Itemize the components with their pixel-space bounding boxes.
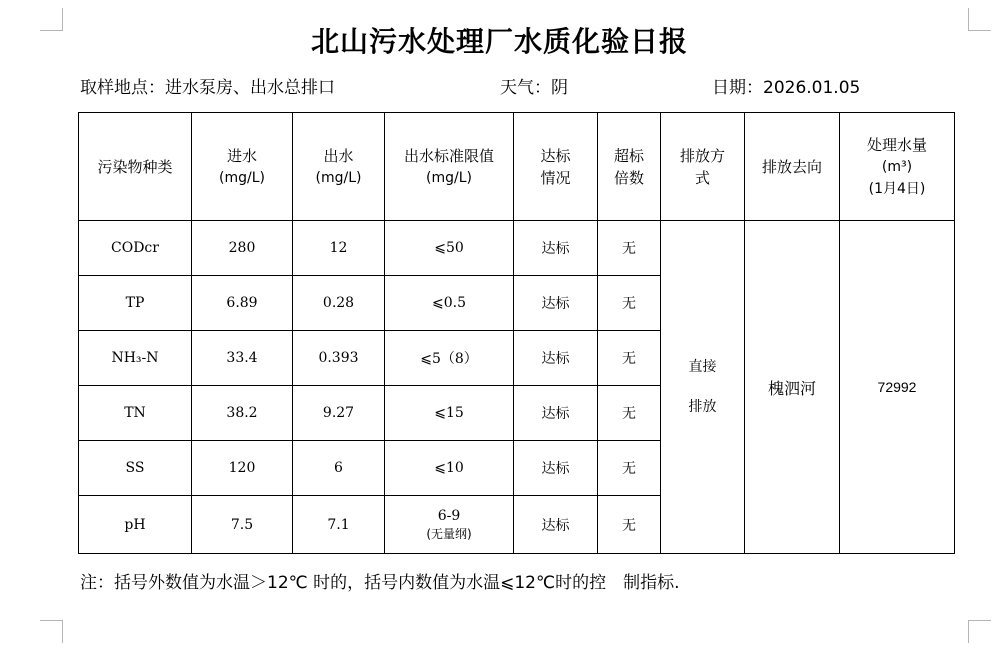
header-limit: 出水标准限值 (mg/L): [385, 113, 514, 221]
compliance-status: 达标: [514, 386, 598, 441]
header-influent: 进水 (mg/L): [192, 113, 293, 221]
limit-value: ⩽5（8）: [385, 331, 514, 386]
pollutant-name: pH: [79, 496, 192, 554]
exceed-multiple: 无: [598, 221, 661, 276]
header-compliance: 达标 情况: [514, 113, 598, 221]
discharge-direction: 槐泗河: [745, 221, 840, 554]
corner-mark-bottom-right: [968, 620, 991, 643]
effluent-value: 0.393: [293, 331, 385, 386]
influent-value: 6.89: [192, 276, 293, 331]
corner-mark-bottom-left: [40, 620, 63, 643]
report-date: 日期：2026.01.05: [712, 78, 861, 98]
exceed-multiple: 无: [598, 496, 661, 554]
effluent-value: 7.1: [293, 496, 385, 554]
exceed-multiple: 无: [598, 276, 661, 331]
compliance-status: 达标: [514, 276, 598, 331]
pollutant-name: TN: [79, 386, 192, 441]
effluent-value: 0.28: [293, 276, 385, 331]
pollutant-name: NH₃-N: [79, 331, 192, 386]
limit-value: 6-9 (无量纲): [385, 496, 514, 554]
header-direction: 排放去向: [745, 113, 840, 221]
sampling-location: 取样地点：进水泵房、出水总排口: [80, 78, 335, 98]
header-discharge-mode: 排放方 式: [661, 113, 745, 221]
water-quality-table: [78, 112, 955, 554]
influent-value: 33.4: [192, 331, 293, 386]
report-title: 北山污水处理厂水质化验日报: [310, 25, 688, 58]
header-pollutant: 污染物种类: [79, 113, 192, 221]
treated-volume: 72992: [840, 221, 955, 554]
exceed-multiple: 无: [598, 386, 661, 441]
header-exceed: 超标 倍数: [598, 113, 661, 221]
limit-value: ⩽0.5: [385, 276, 514, 331]
table-row: [79, 221, 955, 276]
report-info-line: [80, 73, 960, 99]
pollutant-name: CODcr: [79, 221, 192, 276]
footnote: 注：括号外数值为水温＞12℃ 时的，括号内数值为水温⩽12℃时的控 制指标.: [80, 573, 680, 593]
pollutant-name: TP: [79, 276, 192, 331]
compliance-status: 达标: [514, 221, 598, 276]
influent-value: 38.2: [192, 386, 293, 441]
header-effluent: 出水 (mg/L): [293, 113, 385, 221]
influent-value: 280: [192, 221, 293, 276]
effluent-value: 9.27: [293, 386, 385, 441]
influent-value: 120: [192, 441, 293, 496]
table-header-row: [79, 113, 955, 221]
effluent-value: 6: [293, 441, 385, 496]
discharge-mode: 直接 排放: [661, 221, 745, 554]
compliance-status: 达标: [514, 496, 598, 554]
weather: 天气：阴: [500, 78, 568, 98]
compliance-status: 达标: [514, 331, 598, 386]
limit-value: ⩽50: [385, 221, 514, 276]
limit-value: ⩽15: [385, 386, 514, 441]
compliance-status: 达标: [514, 441, 598, 496]
influent-value: 7.5: [192, 496, 293, 554]
pollutant-name: SS: [79, 441, 192, 496]
limit-value: ⩽10: [385, 441, 514, 496]
header-volume: 处理水量 (m³) (1月4日): [840, 113, 955, 221]
effluent-value: 12: [293, 221, 385, 276]
exceed-multiple: 无: [598, 441, 661, 496]
exceed-multiple: 无: [598, 331, 661, 386]
